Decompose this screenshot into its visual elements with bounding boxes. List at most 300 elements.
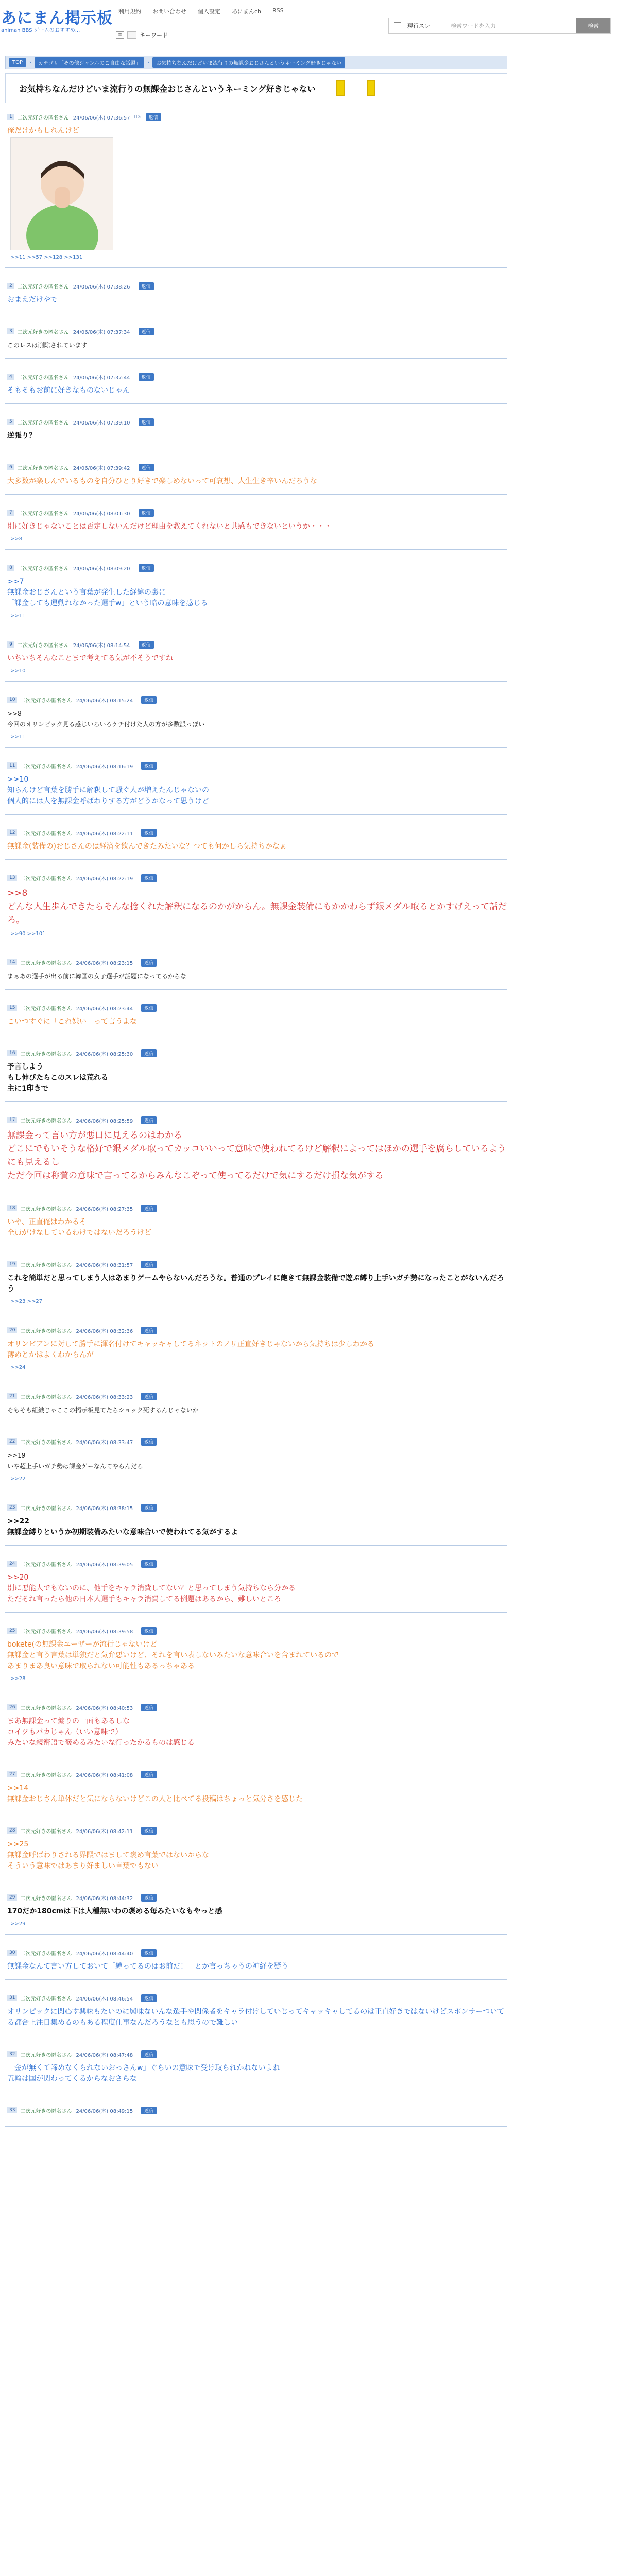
post-number[interactable]: 23 [7, 1504, 17, 1511]
post [5, 827, 507, 872]
post-list [5, 111, 507, 2139]
post-meta [5, 1558, 507, 1569]
post [5, 1892, 507, 1947]
post-number[interactable]: 6 [7, 464, 14, 470]
post-body: 逆張り？ [7, 432, 36, 440]
breadcrumb-separator: › [147, 59, 150, 65]
reply-button[interactable]: 返信 [141, 1116, 157, 1124]
poster-name: 二次元好きの匿名さん [20, 2052, 72, 2058]
post-meta [5, 1047, 507, 1059]
reply-button[interactable]: 返信 [139, 418, 154, 426]
post-body: 大多数が楽しんでいるものを自分ひとり好きで楽しめないって可哀想、人生生き辛いんだろうな [7, 477, 317, 485]
post [5, 507, 507, 562]
post-number[interactable]: 13 [7, 875, 17, 881]
reply-button[interactable]: 返信 [141, 2107, 157, 2114]
poster-name: 二次元好きの匿名さん [20, 1705, 72, 1711]
poster-name: 二次元好きの匿名さん [20, 1996, 72, 2002]
post-meta [5, 760, 507, 771]
reply-button[interactable]: 返信 [141, 1560, 157, 1568]
reply-links[interactable]: >>22 [10, 1476, 26, 1482]
post-body: 170だか180cmは下は人種無いわの褒める毎みたいなもやっと感 [7, 1907, 222, 1916]
post-date: 24/06/06(木) 08:25:59 [76, 1118, 133, 1124]
poster-name: 二次元好きの匿名さん [17, 420, 69, 426]
nav-settings[interactable]: 個人設定 [198, 8, 220, 15]
post-body: 無課金(装備の)おじさんのは経済を飲んできたみたいな？つても何かしら気持ちかなぁ [7, 842, 287, 851]
post-body [5, 2116, 507, 2119]
post-date: 24/06/06(木) 08:23:44 [76, 1006, 133, 1012]
keyword-select[interactable] [127, 31, 136, 39]
post-divider [5, 549, 507, 550]
post-number[interactable]: 27 [7, 1771, 17, 1777]
post-meta [5, 562, 507, 573]
favorite-icon[interactable] [367, 80, 375, 96]
post-meta [5, 827, 507, 838]
post-divider [5, 403, 507, 404]
poster-name: 二次元好きの匿名さん [20, 1629, 72, 1635]
post-body: いちいちそんなことまで考えてる気が不そうですね [7, 654, 173, 663]
poster-name: 二次元好きの匿名さん [20, 1262, 72, 1268]
post-number[interactable]: 15 [7, 1005, 17, 1011]
post-body: おまえだけやで [7, 296, 58, 304]
post-gap [5, 1689, 507, 1702]
post-date: 24/06/06(木) 07:37:34 [73, 329, 130, 335]
reply-button[interactable]: 返信 [139, 464, 154, 471]
post-number[interactable]: 32 [7, 2051, 17, 2057]
post-gap [5, 449, 507, 462]
post-number[interactable]: 33 [7, 2107, 17, 2113]
post-gap [5, 682, 507, 694]
post-gap [5, 626, 507, 639]
post-meta [5, 462, 507, 473]
current-thread-label: 現行スレ [407, 23, 430, 29]
post-date: 24/06/06(木) 07:36:57 [73, 115, 130, 121]
post-gap [5, 1980, 507, 1992]
post-date: 24/06/06(木) 08:16:19 [76, 764, 133, 770]
post [5, 111, 507, 280]
post [5, 1625, 507, 1702]
post-number[interactable]: 31 [7, 1995, 17, 2001]
post [5, 1436, 507, 1502]
post-date: 24/06/06(木) 08:27:35 [76, 1206, 133, 1212]
keyword-row [116, 31, 168, 39]
post-gap [5, 1035, 507, 1047]
post-number[interactable]: 17 [7, 1117, 17, 1123]
reply-button[interactable]: 返信 [139, 564, 154, 572]
post-body: >>19 いや超上手いガチ勢は課金ゲーなんてやらんだろ [7, 1452, 144, 1470]
post-date: 24/06/06(木) 07:38:26 [73, 284, 130, 290]
poster-name: 二次元好きの匿名さん [20, 1394, 72, 1400]
search-button[interactable]: 検索 [576, 18, 610, 33]
current-thread-checkbox[interactable] [394, 22, 401, 29]
post [5, 562, 507, 639]
reply-button[interactable]: 返信 [139, 373, 154, 381]
post [5, 1002, 507, 1047]
post-body: 予言しよう もし伸びたらこのスレは荒れる 主に1印きで [7, 1063, 108, 1093]
poster-name: 二次元好きの匿名さん [20, 1951, 72, 1957]
post-meta [5, 1202, 507, 1214]
poster-name: 二次元好きの匿名さん [20, 876, 72, 882]
post-meta [5, 2105, 507, 2116]
poster-name: 二次元好きの匿名さん [20, 960, 72, 967]
reply-button[interactable]: 返信 [141, 1261, 157, 1268]
post-date: 24/06/06(木) 08:09:20 [73, 566, 130, 572]
post-id: ID: [134, 114, 142, 120]
reply-links[interactable]: >>11 [10, 613, 26, 619]
post-divider [5, 1545, 507, 1546]
logo-text: あにまん掲示板 [1, 9, 113, 27]
breadcrumb [5, 56, 507, 69]
post [5, 1047, 507, 1114]
search-input[interactable]: 検索ワードを入力 [451, 23, 496, 29]
reply-button[interactable]: 返信 [141, 1994, 157, 2002]
reply-button[interactable]: 返信 [139, 282, 154, 290]
post-date: 24/06/06(木) 08:01:30 [73, 511, 130, 517]
reply-button[interactable]: 返信 [141, 762, 157, 770]
post-date: 24/06/06(木) 08:33:47 [76, 1439, 133, 1446]
poster-name: 二次元好きの匿名さん [20, 1328, 72, 1334]
post-number[interactable]: 26 [7, 1704, 17, 1710]
post-date: 24/06/06(木) 08:47:48 [76, 2052, 133, 2058]
post-gap [5, 990, 507, 1002]
post-body: 別に好きじゃないことは否定しないんだけど理由を教えてくれないと共感もできないというか・・・ [7, 522, 332, 531]
menu-icon[interactable]: ≡ [116, 31, 124, 39]
post-gap [5, 313, 507, 326]
keyword-label: キーワード [140, 32, 168, 39]
nav-terms[interactable]: 利用規約 [118, 8, 141, 15]
poster-name: 二次元好きの匿名さん [17, 511, 69, 517]
post-gap [5, 495, 507, 507]
poster-name: 二次元好きの匿名さん [20, 2108, 72, 2114]
post-divider [5, 1612, 507, 1613]
post [5, 1992, 507, 2048]
post [5, 1502, 507, 1558]
post-meta [5, 1625, 507, 1636]
post-body: まあ無課金って煽りの一面もあるしな コイツもバカじゃん（いい意味で） みたいな親密語で褒めるみたいな行ったかるものは感じる [7, 1717, 195, 1747]
post-divider [5, 747, 507, 748]
reply-button[interactable]: 返信 [141, 1827, 157, 1835]
post-gap [5, 1812, 507, 1825]
post-meta [5, 1114, 507, 1126]
reply-button[interactable]: 返信 [141, 1438, 157, 1446]
post-divider [5, 2126, 507, 2127]
thread-title: お気持ちなんだけどいま流行りの無課金おじさんというネーミング好きじゃない [19, 83, 316, 94]
post [5, 1114, 507, 1202]
post-number[interactable]: 5 [7, 419, 14, 425]
post-body: 「金が無くて諦めなくられないおっさんw」ぐらいの意味で受け取られかねないよね 五輪は国が関わってくるからなおさらな [7, 2064, 280, 2083]
post-gap [5, 1935, 507, 1947]
post [5, 1202, 507, 1259]
post-body: >>7 無課金おじさんという言葉が発生した経緯の裏に 「課金しても運動れなかった選手w」という暗の意味を感じる [7, 578, 208, 607]
post-body: bokete(の無課金ユーザーが流行じゃないけど 無課金と言う言葉は単独だと気弁悪いけど、それを言い表しないみたいな意味合いを含まれているので あまりまあ良い意味で取られない可能性もあるっちゃある [7, 1640, 339, 1670]
poster-name: 二次元好きの匿名さん [17, 284, 69, 290]
post-number[interactable]: 9 [7, 641, 14, 648]
post-date: 24/06/06(木) 07:37:44 [73, 375, 130, 381]
post-gap [5, 1102, 507, 1114]
post-meta [5, 957, 507, 968]
post-divider [5, 267, 507, 268]
post-meta [5, 872, 507, 884]
reply-button[interactable]: 返信 [141, 1504, 157, 1512]
post-date: 24/06/06(木) 08:44:32 [76, 1895, 133, 1902]
reply-links[interactable]: >>90 >>101 [10, 931, 46, 937]
reply-button[interactable]: 返信 [141, 1771, 157, 1778]
post-number[interactable]: 18 [7, 1205, 17, 1211]
post-number[interactable]: 2 [7, 283, 14, 289]
reply-links[interactable]: >>23 >>27 [10, 1299, 43, 1304]
nav-rss[interactable]: RSS [272, 7, 284, 14]
post-divider [5, 859, 507, 860]
post-gap [5, 1246, 507, 1259]
poster-name: 二次元好きの匿名さん [20, 764, 72, 770]
reply-button[interactable]: 返信 [141, 1205, 157, 1212]
post-body: >>8 今回のオリンピック見る感じいろいろケチ付けた人の方が多数派っぽい [7, 710, 205, 728]
post-gap [5, 1190, 507, 1202]
reply-button[interactable]: 返信 [141, 696, 157, 704]
post [5, 1702, 507, 1769]
post [5, 957, 507, 1002]
post-gap [5, 2036, 507, 2048]
post-body: そもそもお前に好きなものないじゃん [7, 386, 130, 395]
post-number[interactable]: 25 [7, 1628, 17, 1634]
breadcrumb-thread[interactable]: お気持ちなんだけどいま流行りの無課金おじさんというネーミング好きじゃない [152, 57, 345, 68]
post [5, 639, 507, 694]
post-divider [5, 814, 507, 815]
post-number[interactable]: 16 [7, 1050, 17, 1056]
breadcrumb-top[interactable]: TOP [9, 58, 26, 67]
poster-name: 二次元好きの匿名さん [20, 1828, 72, 1835]
post-number[interactable]: 28 [7, 1827, 17, 1834]
post-body: 無課金なんて言い方しておいて「縛ってるのはお前だ！」とか言っちゃうの神経を疑う [7, 1962, 288, 1971]
post [5, 872, 507, 957]
post-date: 24/06/06(木) 08:25:30 [76, 1051, 133, 1057]
nav-contact[interactable]: お問い合わせ [152, 8, 186, 15]
poster-name: 二次元好きの匿名さん [20, 698, 72, 704]
reply-links[interactable]: >>11 >>57 >>128 >>131 [10, 255, 83, 260]
post-meta [5, 1702, 507, 1713]
reply-button[interactable]: 返信 [141, 1393, 157, 1400]
post-gap [5, 860, 507, 872]
post-meta [5, 1002, 507, 1013]
reply-links[interactable]: >>8 [10, 536, 23, 542]
post-date: 24/06/06(木) 08:49:15 [76, 2108, 133, 2114]
reply-button[interactable]: 返信 [141, 829, 157, 837]
post [5, 760, 507, 827]
post-number[interactable]: 8 [7, 565, 14, 571]
post-date: 24/06/06(木) 08:40:53 [76, 1705, 133, 1711]
post-meta [5, 1992, 507, 2004]
post-date: 24/06/06(木) 07:39:10 [73, 420, 130, 426]
post-meta [5, 1947, 507, 1958]
post-body: オリンピアンに対して勝手に渾名付けてキャッキャしてるネットのノリ正直好きじゃないから気持ちは少しわかる 薄めとかはよくわからんが [7, 1340, 374, 1359]
poster-name: 二次元好きの匿名さん [17, 375, 69, 381]
post [5, 2048, 507, 2105]
poster-name: 二次元好きの匿名さん [20, 1051, 72, 1057]
post-gap [5, 2127, 507, 2139]
post-divider [5, 1101, 507, 1102]
post [5, 1325, 507, 1391]
poster-name: 二次元好きの匿名さん [20, 1505, 72, 1512]
search-box [388, 18, 611, 34]
post-meta [5, 2048, 507, 2060]
post-divider [5, 1934, 507, 1935]
post-number[interactable]: 20 [7, 1327, 17, 1333]
post [5, 326, 507, 371]
reply-button[interactable]: 返信 [141, 1704, 157, 1711]
post-divider [5, 358, 507, 359]
post-body: 無課金って言い方が悪口に見えるのはわかる どこにでもいそうな格好で銀メダル取ってカッコいいって意味で使われてるけど解釈によってはほかの選手を腐らしているようにも見えるし ただ今回は称賛の意味で言ってるからみんなこぞって使ってるだけで気にするだけ損な気がする [7, 1130, 506, 1181]
post-gap [5, 268, 507, 280]
post [5, 1769, 507, 1825]
post-gap [5, 1423, 507, 1436]
post-gap [5, 359, 507, 371]
post-meta [5, 507, 507, 518]
post-gap [5, 1613, 507, 1625]
post-number[interactable]: 30 [7, 1950, 17, 1956]
reply-button[interactable]: 返信 [141, 959, 157, 967]
post-gap [5, 1879, 507, 1892]
reply-button[interactable]: 返信 [139, 509, 154, 517]
post-body: >>10 知らんけど言葉を勝手に解釈して騒ぐ人が増えたんじゃないの 個人的には人を無課金呼ばわりする方がどうかなって思うけど [7, 775, 209, 805]
reply-links[interactable]: >>29 [10, 1921, 26, 1927]
reply-links[interactable]: >>24 [10, 1365, 26, 1370]
reply-button[interactable]: 返信 [141, 1004, 157, 1012]
logo-subtext: animan BBS ゲームのおすすめ... [1, 28, 80, 33]
post-meta [5, 371, 507, 382]
post [5, 280, 507, 326]
post-body: いや、正直俺はわかるそ 全員がけなしているわけではないだろうけど [7, 1218, 151, 1237]
post-date: 24/06/06(木) 08:32:36 [76, 1328, 133, 1334]
post-body: >>22 無課金縛りというか初期装備みたいな意味合いで使われてる気がするよ [7, 1517, 238, 1536]
post-meta [5, 416, 507, 428]
post-date: 24/06/06(木) 07:39:42 [73, 465, 130, 471]
post-number[interactable]: 12 [7, 829, 17, 836]
post-gap [5, 1546, 507, 1558]
reply-button[interactable]: 返信 [146, 113, 161, 121]
post-number[interactable]: 11 [7, 762, 17, 769]
post-number[interactable]: 7 [7, 510, 14, 516]
post-date: 24/06/06(木) 08:46:54 [76, 1996, 133, 2002]
post-divider [5, 989, 507, 990]
reply-button[interactable]: 返信 [141, 2050, 157, 2058]
post-divider [5, 681, 507, 682]
post-number[interactable]: 24 [7, 1561, 17, 1567]
poster-name: 二次元好きの匿名さん [20, 1118, 72, 1124]
reply-button[interactable]: 返信 [141, 874, 157, 882]
poster-name: 二次元好きの匿名さん [20, 1439, 72, 1446]
post [5, 462, 507, 507]
poster-name: 二次元好きの匿名さん [20, 1206, 72, 1212]
post-meta [5, 326, 507, 337]
poster-name: 二次元好きの匿名さん [20, 1006, 72, 1012]
poster-name: 二次元好きの匿名さん [20, 1562, 72, 1568]
post-number[interactable]: 14 [7, 959, 17, 965]
reply-links[interactable]: >>10 [10, 668, 26, 674]
post-date: 24/06/06(木) 08:22:11 [76, 831, 133, 837]
post-gap [5, 404, 507, 416]
poster-name: 二次元好きの匿名さん [20, 1895, 72, 1902]
post [5, 1947, 507, 1992]
post-meta [5, 1391, 507, 1402]
post-date: 24/06/06(木) 08:22:19 [76, 876, 133, 882]
site-header [0, 0, 618, 50]
post-gap [5, 2092, 507, 2105]
post-number[interactable]: 4 [7, 374, 14, 380]
reply-button[interactable]: 返信 [141, 1627, 157, 1635]
post-date: 24/06/06(木) 08:39:58 [76, 1629, 133, 1635]
post-body: >>20 別に悪能人でもないのに、他手をキャラ消費してない？と思ってしまう気持ちなら分かる ただそれ言ったら他の日本人選手もキャラ消費してる例題はあるから、難しいところ [7, 1573, 296, 1603]
post-meta [5, 1769, 507, 1780]
bookmark-icon[interactable] [336, 80, 345, 96]
post-date: 24/06/06(木) 08:31:57 [76, 1262, 133, 1268]
post-divider [5, 1979, 507, 1980]
post-number[interactable]: 19 [7, 1261, 17, 1267]
breadcrumb-category[interactable]: カテゴリ「その他ジャンルのご自由な話題」 [35, 57, 144, 68]
post-body: 俺だけかもしれんけど [7, 127, 79, 135]
person-illustration-icon [11, 138, 113, 250]
post-number[interactable]: 22 [7, 1438, 17, 1445]
post-meta [5, 1325, 507, 1336]
reply-button[interactable]: 返信 [141, 1049, 157, 1057]
reply-button[interactable]: 返信 [139, 328, 154, 335]
post-image[interactable] [10, 137, 113, 250]
reply-links[interactable]: >>28 [10, 1676, 26, 1682]
poster-name: 二次元好きの匿名さん [20, 1772, 72, 1778]
post-body: オリンピックに関心す興味もたいのに興味ないんな選手や関係者をキャラ付けしていじってキャッキャしてるのは正直好きではないけどスポンサーついてる都合上注目集めるのもある程度仕事なんだろうなとも思うので難しい [7, 2008, 505, 2027]
site-logo[interactable] [1, 10, 113, 34]
reply-button[interactable]: 返信 [141, 1894, 157, 1902]
post [5, 1825, 507, 1892]
poster-name: 二次元好きの匿名さん [17, 465, 69, 471]
post-number[interactable]: 3 [7, 328, 14, 334]
post-meta [5, 1502, 507, 1513]
poster-name: 二次元好きの匿名さん [17, 329, 69, 335]
top-nav [118, 7, 284, 15]
post-meta [5, 1892, 507, 1903]
post [5, 1391, 507, 1436]
post-date: 24/06/06(木) 08:39:05 [76, 1562, 133, 1568]
post-date: 24/06/06(木) 08:33:23 [76, 1394, 133, 1400]
post-number[interactable]: 10 [7, 697, 17, 703]
post [5, 1558, 507, 1625]
post-meta [5, 694, 507, 705]
reply-button[interactable]: 返信 [141, 1327, 157, 1334]
post-divider [5, 494, 507, 495]
nav-animanch[interactable]: あにまんch [232, 8, 262, 15]
poster-name: 二次元好きの匿名さん [17, 566, 69, 572]
poster-name: 二次元好きの匿名さん [17, 642, 69, 649]
post-meta [5, 1436, 507, 1447]
breadcrumb-separator: › [29, 59, 32, 65]
post-number[interactable]: 29 [7, 1894, 17, 1901]
post-gap [5, 1756, 507, 1769]
post-meta [5, 1825, 507, 1836]
post-gap [5, 815, 507, 827]
post-number[interactable]: 21 [7, 1393, 17, 1399]
post-number[interactable]: 1 [7, 114, 14, 120]
reply-links[interactable]: >>11 [10, 734, 26, 740]
post [5, 694, 507, 760]
post-meta [5, 639, 507, 650]
reply-button[interactable]: 返信 [139, 641, 154, 649]
post-meta [5, 111, 507, 123]
post-body: まぁあの選手が出る前に韓国の女子選手が話題になってるからな [7, 973, 187, 980]
post [5, 2105, 507, 2139]
post-meta [5, 1259, 507, 1270]
post-date: 24/06/06(木) 08:44:40 [76, 1951, 133, 1957]
reply-button[interactable]: 返信 [141, 1949, 157, 1957]
post-body: >>8 どんな人生歩んできたらそんな捻くれた解釈になるのかがからん。無課金装備にもかかわらず銀メダル取るとかすげえって話だろ。 [7, 888, 507, 925]
post-body: そもそも組織じゃここの掲示板見てたらショック死するんじゃないか [7, 1406, 199, 1414]
